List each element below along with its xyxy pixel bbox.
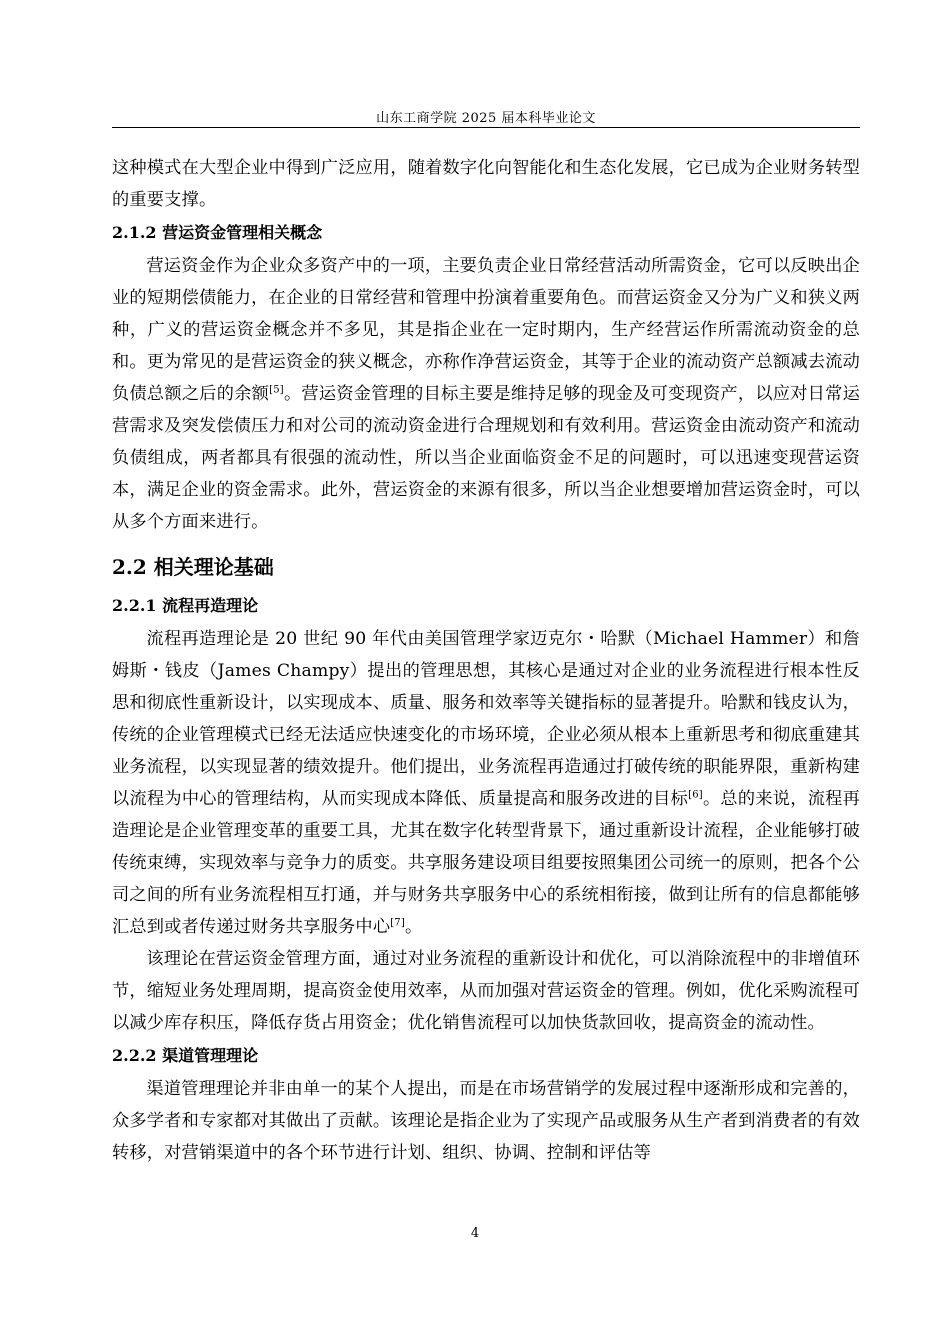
paragraph-reengineering <box>112 623 860 943</box>
paragraph-channel-management: 渠道管理理论并非由单一的某个人提出，而是在市场营销学的发展过程中逐渐形成和完善的，众多学者和专家都对其做出了贡献。该理论是指企业为了实现产品或服务从生产者到消费者的有效转移，对营销渠道中的各个环节进行计划、组织、协调、控制和评估等 <box>112 1079 860 1163</box>
citation-ref: [6] <box>688 789 703 801</box>
paragraph-text: 。总的来说，流程再造理论是企业管理变革的重要工具，尤其在数字化转型背景下，通过重新设计流程，企业能够打破传统束缚，实现效率与竞争力的质变。共享服务建设项目组要按照集团公司统一的原则，把各个公司之间的所有业务流程相互打通，并与财务共享服务中心的系统相衔接，做到让所有的信息都能够汇总到或者传递过财务共享服务中心 <box>112 789 860 937</box>
paragraph-text: 。营运资金管理的目标主要是维持足够的现金及可变现资产，以应对日常运营需求及突发偿债压力和对公司的流动资金进行合理规划和有效利用。营运资金由流动资产和流动负债组成，两者都具有很强的流动性，所以当企业面临资金不足的问题时，可以迅速变现营运资本，满足企业的资金需求。此外，营运资金的来源有很多，所以当企业想要增加营运资金时，可以从多个方面来进行。 <box>112 384 860 532</box>
paragraph-text: 。 <box>404 917 423 937</box>
citation-ref: [7] <box>390 917 405 929</box>
running-header: 山东工商学院 2025 届本科毕业论文 <box>376 111 596 126</box>
paragraph-reengineering-application: 该理论在营运资金管理方面，通过对业务流程的重新设计和优化，可以消除流程中的非增值环节，缩短业务处理周期，提高资金使用效率，从而加强对营运资金的管理。例如，优化采购流程可以减少库存积压，降低存货占用资金；优化销售流程可以加快货款回收，提高资金的流动性。 <box>112 949 860 1033</box>
paragraph-working-capital <box>112 250 860 538</box>
section-heading-2-2: 2.2 相关理论基础 <box>112 555 274 579</box>
citation-ref: [5] <box>269 384 284 396</box>
header-rule <box>112 127 860 128</box>
subsection-heading-2-2-1: 2.2.1 流程再造理论 <box>112 596 259 615</box>
paragraph-text: 流程再造理论是 20 世纪 90 年代由美国管理学家迈克尔・哈默（Michael Hammer）和詹姆斯・钱皮（James Champy）提出的管理思想，其核心是通过对企业的业务流程进行根本性反思和彻底性重新设计，以实现成本、质量、服务和效率等关键指标的显著提升。哈默和钱皮认为，传统的企业管理模式已经无法适应快速变化的市场环境，企业必须从根本上重新思考和彻底重建其业务流程，以实现显著的绩效提升。他们提出，业务流程再造通过打破传统的职能界限，重新构建以流程为中心的管理结构，从而实现成本降低、质量提高和服务改进的目标 <box>112 629 860 809</box>
subsection-heading-2-2-2: 2.2.2 渠道管理理论 <box>112 1046 259 1065</box>
continued-paragraph: 这种模式在大型企业中得到广泛应用，随着数字化向智能化和生态化发展，它已成为企业财务转型的重要支撑。 <box>112 158 860 210</box>
subsection-heading-2-1-2: 2.1.2 营运资金管理相关概念 <box>112 223 323 242</box>
paragraph-text: 营运资金作为企业众多资产中的一项，主要负责企业日常经营活动所需资金，它可以反映出企业的短期偿债能力，在企业的日常经营和管理中扮演着重要角色。而营运资金又分为广义和狭义两种，广义的营运资金概念并不多见，其是指企业在一定时期内，生产经营运作所需流动资金的总和。更为常见的是营运资金的狭义概念，亦称作净营运资金，其等于企业的流动资产总额减去流动负债总额之后的余额 <box>112 256 860 404</box>
page-content <box>112 152 860 1169</box>
page-number: 4 <box>470 1226 480 1241</box>
